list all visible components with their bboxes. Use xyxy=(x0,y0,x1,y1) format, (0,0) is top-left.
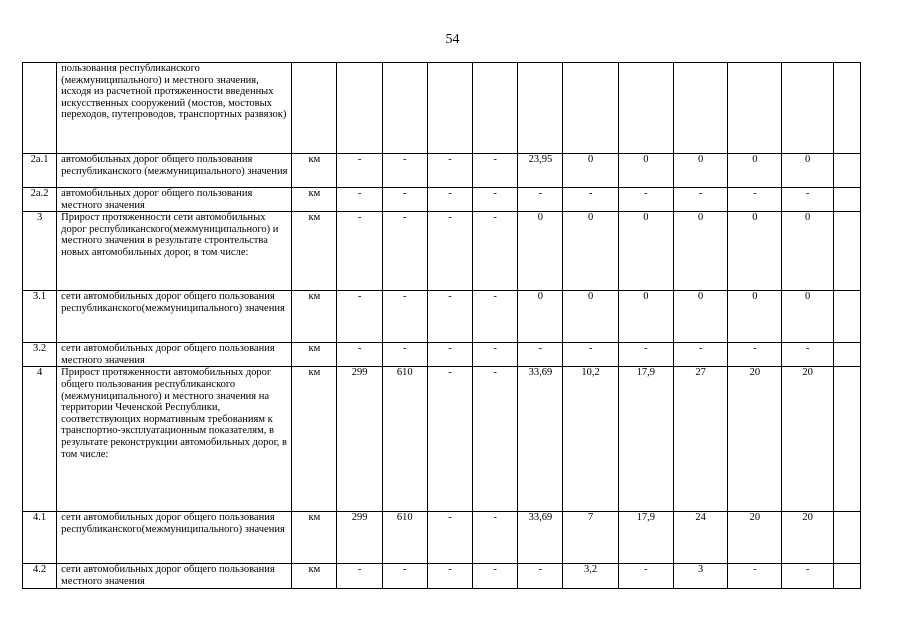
value-cell: - xyxy=(473,564,518,589)
value-cell: - xyxy=(782,343,833,367)
value-cell: 23,95 xyxy=(518,154,563,188)
value-cell: - xyxy=(427,564,472,589)
value-cell xyxy=(473,63,518,154)
value-cell: - xyxy=(518,188,563,212)
value-cell: - xyxy=(473,212,518,291)
row-description: пользования республиканского (межмуниципального) и местного значения, исходя из расчетной протяженности введенных искусственных сооружений (мостов, мостовых переходов, путепроводов, транспортных развязок) xyxy=(57,63,292,154)
value-cell: - xyxy=(427,512,472,564)
row-number: 3.1 xyxy=(23,291,57,343)
value-cell: - xyxy=(473,512,518,564)
value-cell: 0 xyxy=(728,212,782,291)
row-number: 2а.2 xyxy=(23,188,57,212)
row-description: Прирост протяженности сети автомобильных дорог республиканского(межмуниципального) и местного значения в результате стронтельства новых автомобильных дорог, в том числе: xyxy=(57,212,292,291)
value-cell: 610 xyxy=(382,367,427,512)
page-number: 54 xyxy=(445,32,460,47)
value-cell: - xyxy=(427,367,472,512)
value-cell: 24 xyxy=(673,512,727,564)
value-cell: - xyxy=(473,291,518,343)
value-cell: 299 xyxy=(337,367,382,512)
table-row xyxy=(23,291,861,343)
value-cell: - xyxy=(427,291,472,343)
value-cell: - xyxy=(618,564,673,589)
value-cell: - xyxy=(618,343,673,367)
value-cell: - xyxy=(673,188,727,212)
value-cell: - xyxy=(518,564,563,589)
data-table xyxy=(22,62,861,589)
value-cell xyxy=(337,63,382,154)
value-cell: 610 xyxy=(382,512,427,564)
value-cell: - xyxy=(427,343,472,367)
value-cell: 0 xyxy=(782,291,833,343)
value-cell: - xyxy=(382,188,427,212)
value-cell xyxy=(518,63,563,154)
value-cell: - xyxy=(427,154,472,188)
table-row xyxy=(23,367,861,512)
value-cell: 3,2 xyxy=(563,564,618,589)
value-cell xyxy=(382,63,427,154)
row-unit: км xyxy=(292,188,337,212)
row-number: 4.1 xyxy=(23,512,57,564)
empty-cell xyxy=(833,343,860,367)
value-cell xyxy=(427,63,472,154)
row-number xyxy=(23,63,57,154)
value-cell: 0 xyxy=(673,212,727,291)
value-cell: - xyxy=(337,188,382,212)
value-cell: 0 xyxy=(673,154,727,188)
table-row xyxy=(23,212,861,291)
value-cell: - xyxy=(427,188,472,212)
value-cell: - xyxy=(382,291,427,343)
value-cell: 10,2 xyxy=(563,367,618,512)
value-cell: 0 xyxy=(728,154,782,188)
value-cell: - xyxy=(382,154,427,188)
value-cell: 0 xyxy=(782,154,833,188)
row-number: 3 xyxy=(23,212,57,291)
row-description: сети автомобильных дорог общего пользования республиканского(межмуниципального) значения xyxy=(57,512,292,564)
value-cell: - xyxy=(728,188,782,212)
value-cell: 33,69 xyxy=(518,512,563,564)
value-cell: - xyxy=(728,564,782,589)
value-cell: - xyxy=(337,564,382,589)
table-row xyxy=(23,512,861,564)
row-unit: км xyxy=(292,564,337,589)
empty-cell xyxy=(833,188,860,212)
value-cell: - xyxy=(518,343,563,367)
table-row xyxy=(23,154,861,188)
value-cell: - xyxy=(337,154,382,188)
value-cell: - xyxy=(563,188,618,212)
value-cell xyxy=(618,63,673,154)
value-cell: 20 xyxy=(782,367,833,512)
value-cell: - xyxy=(337,212,382,291)
value-cell: - xyxy=(427,212,472,291)
row-number: 4 xyxy=(23,367,57,512)
row-description: автомобильных дорог общего пользования местного значения xyxy=(57,188,292,212)
row-description: автомобильных дорог общего пользования республиканского (межмуниципального) значения xyxy=(57,154,292,188)
value-cell: - xyxy=(618,188,673,212)
value-cell: - xyxy=(473,154,518,188)
row-unit: км xyxy=(292,212,337,291)
value-cell xyxy=(563,63,618,154)
value-cell: - xyxy=(382,343,427,367)
value-cell: 7 xyxy=(563,512,618,564)
value-cell: - xyxy=(473,367,518,512)
value-cell: 0 xyxy=(518,291,563,343)
value-cell: - xyxy=(473,343,518,367)
value-cell xyxy=(782,63,833,154)
row-unit: км xyxy=(292,291,337,343)
row-unit: км xyxy=(292,512,337,564)
value-cell: - xyxy=(728,343,782,367)
empty-cell xyxy=(833,367,860,512)
empty-cell xyxy=(833,212,860,291)
row-description: сети автомобильных дорог общего пользования местного значения xyxy=(57,564,292,589)
row-unit: км xyxy=(292,343,337,367)
value-cell: - xyxy=(473,188,518,212)
value-cell: 0 xyxy=(618,212,673,291)
value-cell: 0 xyxy=(673,291,727,343)
value-cell: 27 xyxy=(673,367,727,512)
value-cell: 0 xyxy=(563,212,618,291)
row-unit: км xyxy=(292,367,337,512)
row-unit: км xyxy=(292,154,337,188)
table-row xyxy=(23,63,861,154)
value-cell: 33,69 xyxy=(518,367,563,512)
value-cell xyxy=(728,63,782,154)
value-cell: - xyxy=(337,343,382,367)
row-number: 2а.1 xyxy=(23,154,57,188)
row-unit xyxy=(292,63,337,154)
value-cell: - xyxy=(382,212,427,291)
value-cell: 17,9 xyxy=(618,367,673,512)
row-description: сети автомобильных дорог общего пользования республиканского(межмуниципального) значения xyxy=(57,291,292,343)
row-number: 3.2 xyxy=(23,343,57,367)
value-cell: 0 xyxy=(563,154,618,188)
value-cell: 0 xyxy=(518,212,563,291)
value-cell: - xyxy=(563,343,618,367)
value-cell: 0 xyxy=(782,212,833,291)
value-cell: 20 xyxy=(782,512,833,564)
empty-cell xyxy=(833,63,860,154)
value-cell: 20 xyxy=(728,512,782,564)
table-row xyxy=(23,188,861,212)
value-cell: 3 xyxy=(673,564,727,589)
empty-cell xyxy=(833,512,860,564)
value-cell: - xyxy=(782,188,833,212)
value-cell: 299 xyxy=(337,512,382,564)
value-cell: - xyxy=(382,564,427,589)
value-cell: 17,9 xyxy=(618,512,673,564)
value-cell: - xyxy=(337,291,382,343)
row-number: 4.2 xyxy=(23,564,57,589)
empty-cell xyxy=(833,564,860,589)
row-description: Прирост протяженности автомобильных дорог общего пользования республиканского (межмуниципального) и местного значения на территории Чеченской Республики, соответствующих нормативным требованиям к транспортно-эксплуатационным показателям, в результате реконструкции автомобильных дорог, в том числе: xyxy=(57,367,292,512)
row-description: сети автомобильных дорог общего пользования местного значения xyxy=(57,343,292,367)
value-cell: - xyxy=(673,343,727,367)
table-row xyxy=(23,564,861,589)
value-cell: 0 xyxy=(728,291,782,343)
value-cell: 0 xyxy=(563,291,618,343)
value-cell: 0 xyxy=(618,154,673,188)
value-cell: - xyxy=(782,564,833,589)
empty-cell xyxy=(833,291,860,343)
value-cell: 20 xyxy=(728,367,782,512)
value-cell xyxy=(673,63,727,154)
table-row xyxy=(23,343,861,367)
empty-cell xyxy=(833,154,860,188)
value-cell: 0 xyxy=(618,291,673,343)
